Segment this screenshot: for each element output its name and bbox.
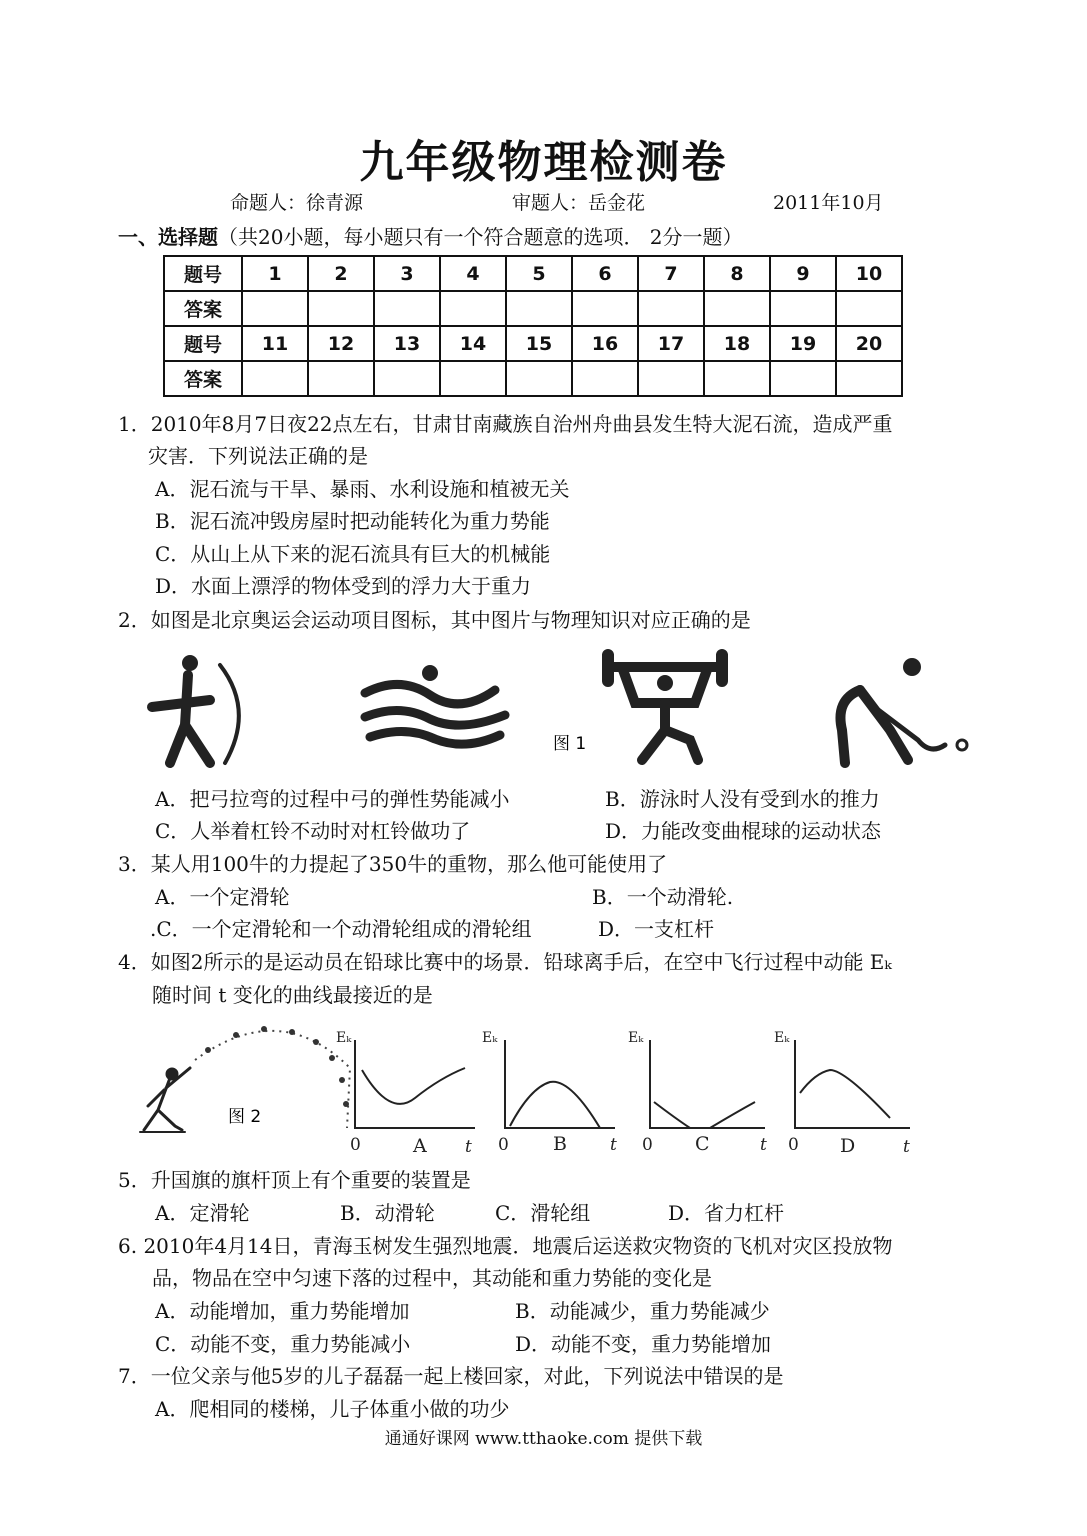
answer-cell[interactable]	[242, 291, 308, 326]
section-note: （共20小题，每小题只有一个符合题意的选项． 2分一题）	[218, 225, 743, 249]
answer-cell[interactable]	[770, 291, 836, 326]
trajectory-dots	[205, 1026, 349, 1107]
answer-cell[interactable]	[836, 361, 902, 396]
q3-option-b: B．一个动滑轮.	[592, 885, 734, 909]
q2-option-c: C．人举着杠铃不动时对杠铃做功了	[155, 819, 471, 843]
q4-stem-cont: 随时间 t 变化的曲线最接近的是	[152, 983, 433, 1007]
reviewer-line: 审题人：岳金花	[512, 192, 646, 214]
answer-cell[interactable]	[440, 361, 506, 396]
answer-cell[interactable]	[704, 361, 770, 396]
section-heading	[118, 221, 743, 250]
row-label-question: 题号	[164, 326, 242, 361]
graph-b-label: B	[553, 1133, 567, 1155]
figure-1-caption: 图 1	[553, 734, 587, 754]
q1-option-b: B．泥石流冲毁房屋时把动能转化为重力势能	[155, 509, 550, 533]
answer-cell[interactable]	[638, 361, 704, 396]
question-number: 10	[836, 256, 902, 291]
q6-option-d: D．动能不变，重力势能增加	[515, 1332, 772, 1356]
question-number: 18	[704, 326, 770, 361]
weightlifting-pictogram	[608, 655, 722, 760]
q5-option-c: C．滑轮组	[495, 1201, 591, 1225]
question-number: 6	[572, 256, 638, 291]
answer-cell[interactable]	[440, 291, 506, 326]
section-title: 一、选择题	[118, 225, 218, 249]
graph-c	[650, 1040, 765, 1128]
swimming-pictogram	[365, 665, 505, 744]
q2-option-b: B．游泳时人没有受到水的推力	[605, 787, 880, 811]
question-number: 8	[704, 256, 770, 291]
q6-option-c: C．动能不变，重力势能减小	[155, 1332, 411, 1356]
question-number: 11	[242, 326, 308, 361]
page-title: 九年级物理检测卷	[359, 137, 728, 188]
answer-cell[interactable]	[770, 361, 836, 396]
question-number: 3	[374, 256, 440, 291]
question-number: 20	[836, 326, 902, 361]
question-number: 13	[374, 326, 440, 361]
answer-cell[interactable]	[506, 291, 572, 326]
graph-d-origin: 0	[788, 1135, 799, 1155]
q6-option-b: B．动能减少，重力势能减少	[515, 1299, 770, 1323]
question-number: 16	[572, 326, 638, 361]
footer-credit: 通通好课网 www.tthaoke.com 提供下载	[384, 1429, 703, 1449]
q5-option-b: B．动滑轮	[340, 1201, 435, 1225]
q1-stem: 1．2010年8月7日夜22点左右，甘肃甘南藏族自治州舟曲县发生特大泥石流，造成严重	[118, 412, 893, 436]
q7-stem: 7．一位父亲与他5岁的儿子磊磊一起上楼回家，对此，下列说法中错误的是	[118, 1364, 784, 1388]
q6-stem: 6. 2010年4月14日，青海玉树发生强烈地震．地震后运送救灾物资的飞机对灾区投放物	[118, 1234, 893, 1258]
shot-put-athlete	[140, 1068, 190, 1132]
q2-option-d: D．力能改变曲棍球的运动状态	[605, 819, 882, 843]
graph-c-ylabel: Eₖ	[628, 1030, 644, 1046]
graph-b	[505, 1040, 615, 1128]
table-row	[164, 291, 902, 326]
q1-option-c: C．从山上从下来的泥石流具有巨大的机械能	[155, 542, 551, 566]
graph-d-ylabel: Eₖ	[774, 1030, 790, 1046]
graph-a-ylabel: Eₖ	[336, 1030, 352, 1046]
q6-stem-cont: 品，物品在空中匀速下落的过程中，其动能和重力势能的变化是	[152, 1266, 712, 1290]
graph-a-label: A	[413, 1135, 427, 1157]
answer-cell[interactable]	[374, 361, 440, 396]
answer-cell[interactable]	[308, 291, 374, 326]
answer-cell[interactable]	[836, 291, 902, 326]
graph-d	[795, 1040, 910, 1128]
answer-cell[interactable]	[242, 361, 308, 396]
question-number: 14	[440, 326, 506, 361]
graph-b-xlabel: t	[610, 1135, 617, 1155]
answer-cell[interactable]	[572, 361, 638, 396]
q7-option-a: A．爬相同的楼梯，儿子体重小做的功少	[155, 1397, 510, 1421]
author-line: 命题人：徐青源	[230, 192, 364, 214]
answer-cell[interactable]	[704, 291, 770, 326]
answer-table	[163, 255, 903, 397]
question-number: 4	[440, 256, 506, 291]
graph-a-origin: 0	[350, 1135, 361, 1155]
question-number: 9	[770, 256, 836, 291]
question-number: 1	[242, 256, 308, 291]
question-number: 12	[308, 326, 374, 361]
answer-cell[interactable]	[572, 291, 638, 326]
q2-option-a: A．把弓拉弯的过程中弓的弹性势能减小	[155, 787, 510, 811]
q3-option-d: D．一支杠杆	[598, 917, 715, 941]
question-number: 5	[506, 256, 572, 291]
row-label-answer: 答案	[164, 361, 242, 396]
q3-option-c: .C．一个定滑轮和一个动滑轮组成的滑轮组	[150, 917, 532, 941]
graph-a-xlabel: t	[465, 1137, 472, 1157]
q6-option-a: A．动能增加，重力势能增加	[155, 1299, 410, 1323]
question-number: 19	[770, 326, 836, 361]
answer-cell[interactable]	[374, 291, 440, 326]
q5-stem: 5．升国旗的旗杆顶上有个重要的装置是	[118, 1168, 471, 1192]
question-number: 2	[308, 256, 374, 291]
q1-stem-cont: 灾害．下列说法正确的是	[148, 444, 368, 468]
q3-stem: 3．某人用100牛的力提起了350牛的重物，那么他可能使用了	[118, 852, 668, 876]
table-row	[164, 326, 902, 361]
graph-d-label: D	[840, 1135, 856, 1157]
graph-b-origin: 0	[498, 1135, 509, 1155]
graph-d-xlabel: t	[903, 1137, 910, 1157]
graph-c-origin: 0	[642, 1135, 653, 1155]
archery-pictogram	[152, 655, 239, 763]
shot-put-figure	[130, 1018, 930, 1158]
q4-stem: 4．如图2所示的是运动员在铅球比赛中的场景．铅球离手后，在空中飞行过程中动能 Eₖ	[118, 950, 892, 974]
graph-b-ylabel: Eₖ	[482, 1030, 498, 1046]
question-number: 17	[638, 326, 704, 361]
question-number: 15	[506, 326, 572, 361]
graph-c-xlabel: t	[760, 1135, 767, 1155]
row-label-answer: 答案	[164, 291, 242, 326]
q5-option-a: A．定滑轮	[155, 1201, 250, 1225]
graph-a	[355, 1040, 475, 1128]
q5-option-d: D．省力杠杆	[668, 1201, 785, 1225]
trajectory-path	[195, 1031, 350, 1128]
row-label-question: 题号	[164, 256, 242, 291]
olympic-pictograms	[130, 645, 970, 780]
date-line: 2011年10月	[773, 192, 884, 214]
question-number: 7	[638, 256, 704, 291]
table-row	[164, 361, 902, 396]
hockey-pictogram	[840, 658, 967, 763]
answer-cell[interactable]	[506, 361, 572, 396]
graph-c-label: C	[695, 1133, 710, 1155]
answer-cell[interactable]	[638, 291, 704, 326]
q3-option-a: A．一个定滑轮	[155, 885, 290, 909]
q2-stem: 2．如图是北京奥运会运动项目图标，其中图片与物理知识对应正确的是	[118, 608, 751, 632]
q1-option-a: A．泥石流与干旱、暴雨、水利设施和植被无关	[155, 477, 570, 501]
answer-cell[interactable]	[308, 361, 374, 396]
figure-2-caption: 图 2	[228, 1107, 262, 1127]
table-row	[164, 256, 902, 291]
q1-option-d: D．水面上漂浮的物体受到的浮力大于重力	[155, 574, 532, 598]
